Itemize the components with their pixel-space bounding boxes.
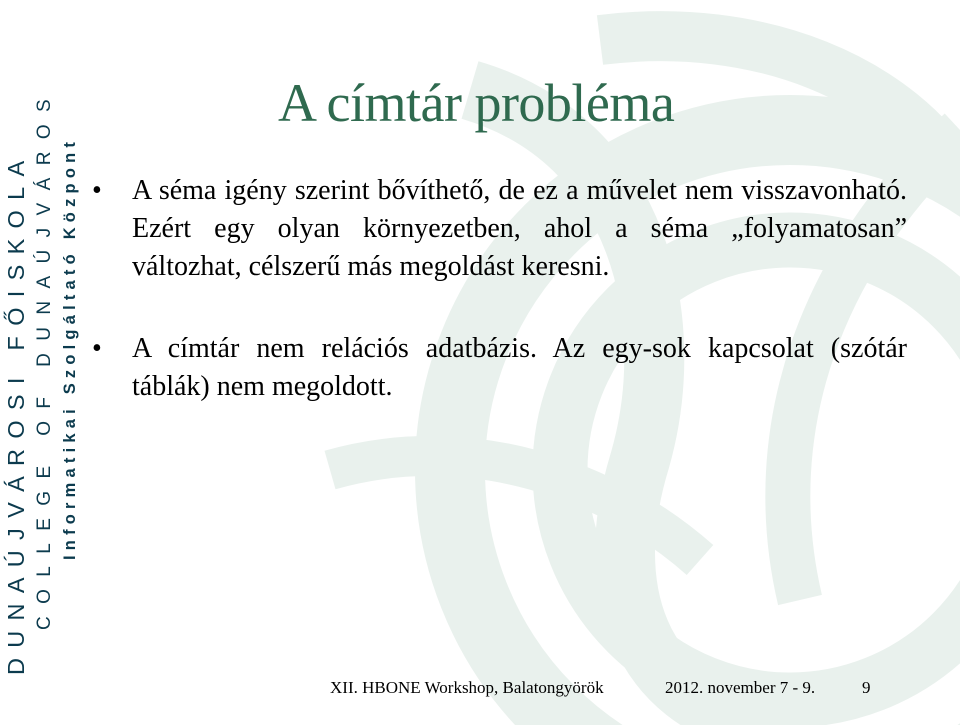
college-name-hungarian: DUNAÚJVÁROSI FŐISKOLA (3, 150, 29, 675)
bullet-item (92, 330, 907, 406)
bullet-item (92, 172, 907, 286)
page-number: 9 (862, 678, 871, 697)
bullet-marker: • (92, 333, 102, 364)
footer-event: XII. HBONE Workshop, Balatongyörök (330, 678, 604, 697)
footer-date: 2012. november 7 - 9. (665, 678, 816, 697)
bullet-text: A címtár nem relációs adatbázis. Az egy-sok kapcsolat (szótár táblák) nem megoldott. (132, 333, 907, 402)
slide-title: A címtár probléma (278, 73, 675, 133)
bullet-list (92, 172, 907, 406)
department-name: Informatikai Szolgáltató Központ (61, 136, 79, 560)
bullet-text: A séma igény szerint bővíthető, de ez a művelet nem visszavonható. Ezért egy olyan környezetben, ahol a séma „folyamatosan” változhat, célszerű más megoldást keresni. (132, 175, 907, 282)
college-name-english: COLLEGE OF DUNAÚJVÁROS (34, 86, 55, 630)
bullet-marker: • (92, 175, 102, 206)
